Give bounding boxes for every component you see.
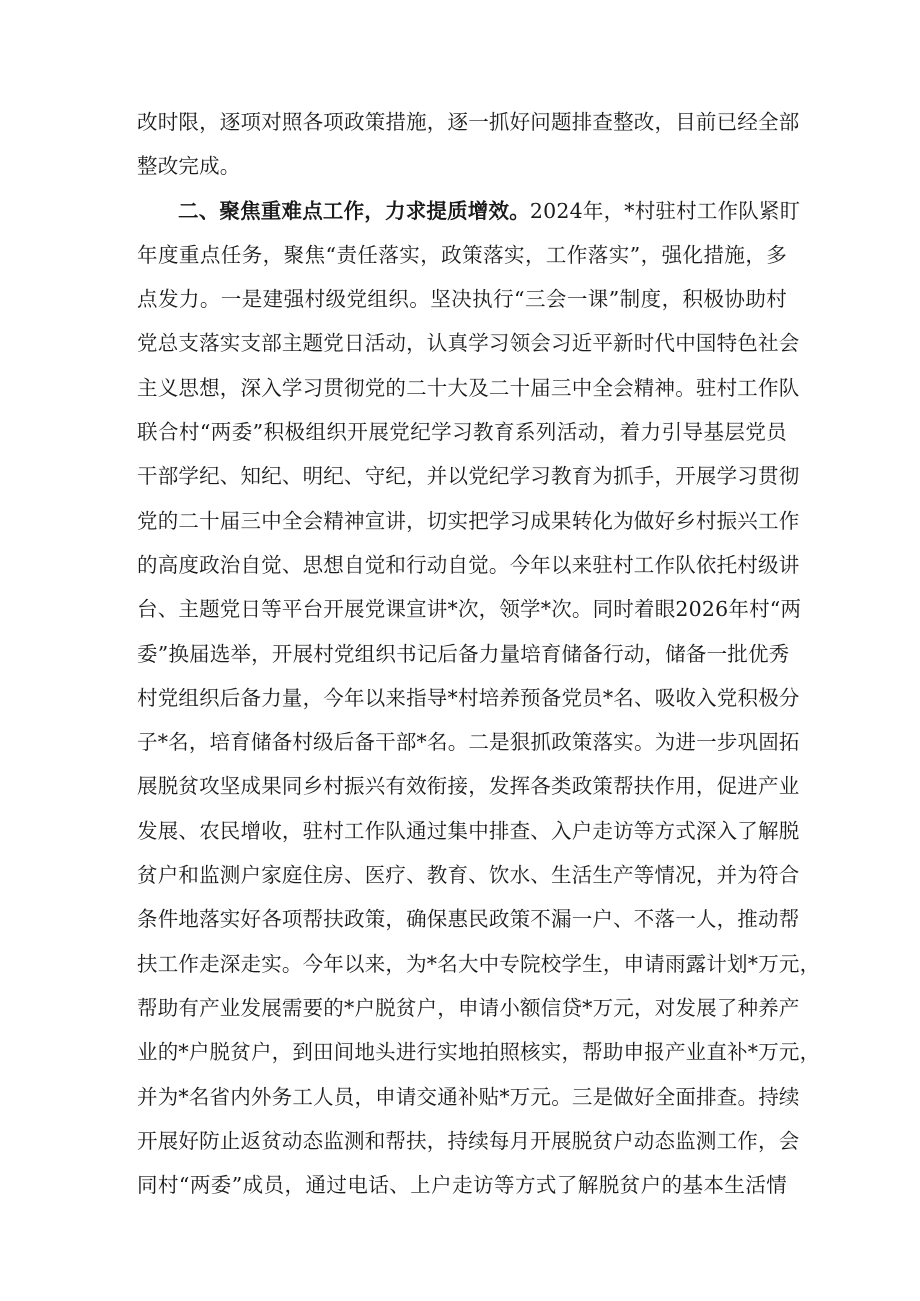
- text-line: 展脱贫攻坚成果同乡村振兴有效衔接，发挥各类政策帮扶作用，促进产业: [137, 774, 800, 799]
- paragraph-1: [137, 100, 800, 189]
- text-line: 台、主题党日等平台开展党课宣讲*次，领学*次。同时着眼2026年村“两: [137, 597, 802, 622]
- text-line: 党总支落实支部主题党日活动，认真学习领会习近平新时代中国特色社会: [137, 331, 800, 356]
- heading-continuation: 2024年，*村驻村工作队紧盯: [529, 198, 801, 223]
- text-line: 业的*户脱贫户，到田间地头进行实地拍照核实，帮助申报产业直补*万元，: [137, 1040, 821, 1065]
- text-line: 帮助有产业发展需要的*户脱贫户，申请小额信贷*万元，对发展了种养产: [137, 995, 800, 1020]
- text-line: 年度重点任务，聚焦“责任落实，政策落实，工作落实”，强化措施，多: [137, 242, 787, 267]
- text-line: 贫户和监测户家庭住房、医疗、教育、饮水、生活生产等情况，并为符合: [137, 863, 800, 888]
- text-line: 联合村“两委”积极组织开展党纪学习教育系列活动，着力引导基层党员: [137, 420, 787, 445]
- text-line: 主义思想，深入学习贯彻党的二十大及二十届三中全会精神。驻村工作队: [137, 375, 800, 400]
- text-line: 开展好防止返贫动态监测和帮扶，持续每月开展脱贫户动态监测工作，会: [137, 1128, 800, 1153]
- text-line: 干部学纪、知纪、明纪、守纪，并以党纪学习教育为抓手，开展学习贯彻: [137, 464, 800, 489]
- text-line: 同村“两委”成员，通过电话、上户走访等方式了解脱贫户的基本生活情: [137, 1173, 787, 1198]
- text-line: 条件地落实好各项帮扶政策，确保惠民政策不漏一户、不落一人，推动帮: [137, 907, 800, 932]
- text-line: 委”换届选举，开展村党组织书记后备力量培育储备行动，储备一批优秀: [137, 641, 790, 666]
- text-line: 并为*名省内外务工人员，申请交通补贴*万元。三是做好全面排查。持续: [137, 1084, 800, 1109]
- section-heading: 二、聚焦重难点工作，力求提质增效。: [178, 198, 530, 223]
- paragraph-2: [137, 189, 821, 1208]
- text-line: 党的二十届三中全会精神宣讲，切实把学习成果转化为做好乡村振兴工作: [137, 508, 800, 533]
- text-line: 子*名，培育储备村级后备干部*名。二是狠抓政策落实。为进一步巩固拓: [137, 730, 800, 755]
- text-line: 发展、农民增收，驻村工作队通过集中排查、入户走访等方式深入了解脱: [137, 818, 800, 843]
- document-body: [137, 100, 821, 1207]
- text-line: [137, 189, 801, 233]
- text-line: 整改完成。: [137, 154, 241, 179]
- text-line: 点发力。一是建强村级党组织。坚决执行“三会一课”制度，积极协助村: [137, 287, 787, 312]
- text-line: 改时限，逐项对照各项政策措施，逐一抓好问题排查整改，目前已经全部: [137, 110, 800, 134]
- text-line: 村党组织后备力量，今年以来指导*村培养预备党员*名、吸收入党积极分: [137, 685, 800, 710]
- text-line: 扶工作走深走实。今年以来，为*名大中专院校学生，申请雨露计划*万元，: [137, 951, 821, 976]
- text-line: 的高度政治自觉、思想自觉和行动自觉。今年以来驻村工作队依托村级讲: [137, 552, 800, 577]
